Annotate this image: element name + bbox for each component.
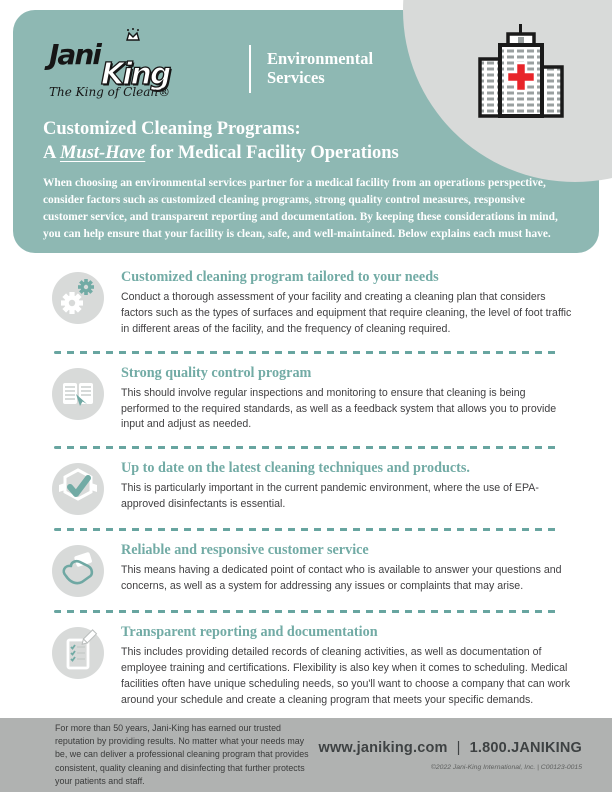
report-document-icon [52,627,104,679]
section-heading: Transparent reporting and documentation [121,624,378,641]
dashed-divider [54,446,560,449]
section-heading: Customized cleaning program tailored to your needs [121,269,439,285]
page-title-line2: A Must-Have for Medical Facility Operations [43,143,399,164]
section-customized-program [40,260,574,349]
section-heading: Up to date on the latest cleaning techniques and products. [121,460,470,477]
section-heading: Reliable and responsive customer service [121,542,369,559]
customer-service-hand-icon [52,545,104,597]
logo-jani-text: Jani [49,38,100,71]
intro-paragraph: When choosing an environmental services partner for a medical facility from an operations perspective, consider factors such as customized cleaning programs, strong quality control measures, responsive customer service, and transparent reporting and documentation. By keeping these considerations in mind, you can help ensure that your facility is clean, safe, and well-maintained. Below explains each must have. [43,177,558,241]
section-heading: Strong quality control program [121,364,312,381]
division-line1: Environmental [267,49,374,69]
logo-tagline: The King of Clean® [49,85,171,99]
division-name [267,50,373,88]
dashed-divider [54,351,560,354]
footer-contact-line [318,740,582,756]
crown-icon [125,28,141,46]
section-body: Conduct a thorough assessment of your facility and creating a cleaning plan that considers factors such as the types of surfaces and equipment that require cleaning, the level of foot traffic in different areas of the facility, and the frequency of cleaning required. [121,291,572,335]
title-emphasis: Must-Have [59,143,146,164]
dashed-divider [54,610,560,613]
jani-king-logo [49,36,219,102]
inspection-book-icon [52,368,104,420]
section-body: This should involve regular inspections and monitoring to ensure that cleaning is being performed to the required standards, as well as a feedback system that allows you to provide input and adjust as needed. [121,386,557,431]
dashed-divider [54,528,560,531]
section-body: This is particularly important in the current pandemic environment, where the use of EPA-approved disinfectants is essential. [121,482,539,511]
contact-separator: | [456,739,461,756]
section-text [121,624,573,709]
logo-divider [249,45,251,93]
section-latest-techniques [40,451,574,526]
division-line2: Services [267,68,325,87]
section-text [121,460,573,515]
approved-badge-icon [52,463,104,515]
sections-list [40,260,574,720]
footer-contact-block [318,740,582,771]
footer-blurb: For more than 50 years, Jani-King has earned our trusted reputation by providing results. No matter what your needs may be, we can deliver a professional cleaning program that provides consistent, quality cleaning and disinfecting that further protects your patients and staff. [55,722,309,787]
section-reporting [40,615,574,720]
section-body: This means having a dedicated point of contact who is available to answer your questions and concerns, as well as a system for addressing any issues or complaints that may arise. [121,564,562,593]
section-body: This includes providing detailed records of cleaning activities, as well as documentation of employee training and certifications. Flexibility is also key when it comes to scheduling. Medical facilities often have unique scheduling needs, so you'll want to choose a company that can work around your schedule and create a cleaning program that meets your specific demands. [121,646,570,707]
section-quality-control [40,356,574,445]
section-text [121,542,573,597]
section-text [121,269,573,338]
hospital-building-icon [476,24,566,124]
logo-king-text: King [101,57,170,92]
copyright-line: ©2022 Jani-King International, Inc. | C00123-0015 [430,763,582,771]
phone-number[interactable]: 1.800.JANIKING [469,739,582,756]
page-title-line1: Customized Cleaning Programs: [43,119,301,139]
website-link[interactable]: www.janiking.com [318,739,448,756]
section-text [121,365,573,434]
gears-icon [52,272,104,324]
section-customer-service [40,533,574,608]
footer-bar [0,718,612,792]
